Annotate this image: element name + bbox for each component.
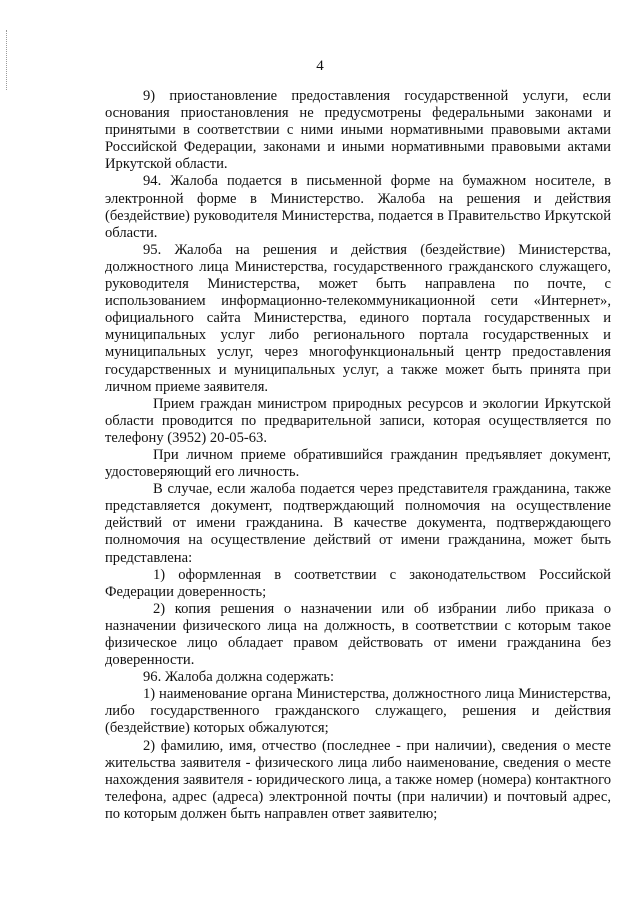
paragraph-item-9: 9) приостановление предоставления государственной услуги, если основания приостановления не предусмотрены федеральными законами и принятыми в соответствии с ними иными нормативными правовыми актами Российской Федерации, законами и иными нормативными правовыми актами Иркутской области. (105, 88, 611, 173)
paragraph-95: 95. Жалоба на решения и действия (бездействие) Министерства, должностного лица Министерства, государственного гражданского служащего, руководителя Министерства, может быть направлена по почте, с использованием информационно-телекоммуникационной сети «Интернет», официального сайта Министерства, единого портала государственных и муниципальных услуг либо регионального портала государственных и муниципальных услуг, через многофункциональный центр предоставления государственных и муниципальных услуг, а также может быть принята при личном приеме заявителя. (105, 241, 611, 395)
paragraph-96-item-2: 2) фамилию, имя, отчество (последнее - при наличии), сведения о месте жительства заявителя - физического лица либо наименование, сведения о месте нахождения заявителя - юридического лица, а также номер (номера) контактного телефона, адрес (адреса) электронной почты (при наличии) и почтовый адрес, по которым должен быть направлен ответ заявителю; (105, 737, 611, 822)
paragraph-94: 94. Жалоба подается в письменной форме на бумажном носителе, в электронной форме в Министерство. Жалоба на решения и действия (бездействие) руководителя Министерства, подается в Правительство Иркутской области. (105, 173, 611, 241)
paragraph-96: 96. Жалоба должна содержать: (143, 669, 334, 686)
page-number: 4 (316, 58, 324, 74)
document-body (105, 88, 611, 823)
paragraph-96-item-1: 1) наименование органа Министерства, должностного лица Министерства, либо государственного гражданского служащего, решения и действия (бездействие) которых обжалуются; (105, 686, 611, 737)
paragraph-list-item-1: 1) оформленная в соответствии с законодательством Российской Федерации доверенность; (105, 566, 611, 600)
paragraph-list-item-2: 2) копия решения о назначении или об избрании либо приказа о назначении физического лица на должность, в соответствии с которым такое физическое лицо обладает правом действовать от имени гражданина без доверенности. (105, 600, 611, 669)
paragraph-representative: В случае, если жалоба подается через представителя гражданина, также представляется документ, подтверждающий полномочия на осуществление действий от имени гражданина. В качестве документа, подтверждающего полномочия на осуществление действий от имени гражданина, может быть представлена: (105, 481, 611, 566)
paragraph-reception: Прием граждан министром природных ресурсов и экологии Иркутской области проводится по предварительной записи, которая осуществляется по телефону (3952) 20-05-63. (105, 395, 611, 446)
paragraph-personal-reception: При личном приеме обратившийся гражданин предъявляет документ, удостоверяющий его личность. (105, 446, 611, 481)
